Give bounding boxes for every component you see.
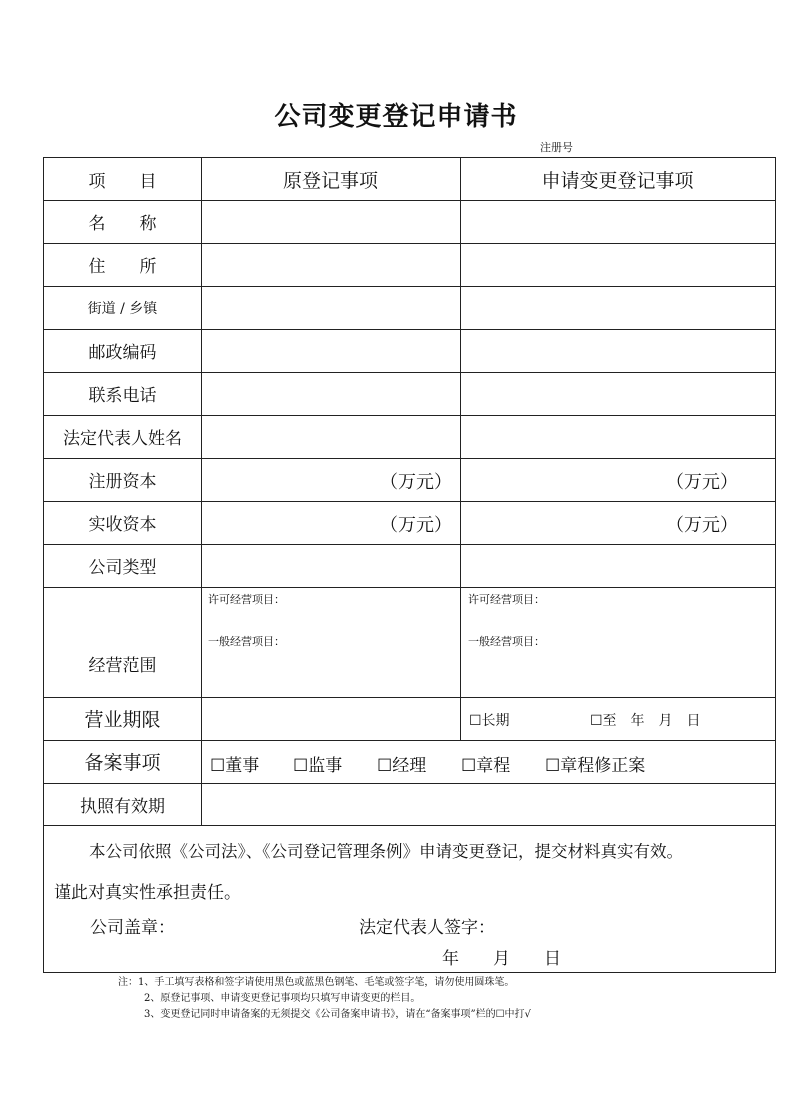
filing-option-articles-amendment[interactable]: ☐章程修正案 xyxy=(545,756,646,776)
header-original-items: 原登记事项 xyxy=(282,169,378,192)
row-label-paid-capital: 实收资本 xyxy=(88,515,157,535)
row-label-business-scope: 经营范围 xyxy=(88,655,157,676)
row-label-address: 住 所 xyxy=(88,257,157,277)
input-original-legal-rep[interactable] xyxy=(202,416,459,457)
registration-number-label: 注册号 xyxy=(540,141,573,154)
term-option-long-term[interactable]: ☐长期 xyxy=(469,713,510,729)
input-original-street[interactable] xyxy=(202,287,459,328)
unit-requested-registered-capital: （万元） xyxy=(666,472,738,493)
row-label-company-type: 公司类型 xyxy=(88,558,157,578)
note-1: 注：1、手工填写表格和签字请使用黑色或蓝黑色钢笔、毛笔或签字笔，请勿使用圆珠笔。 xyxy=(118,977,515,988)
term-option-until-date[interactable]: ☐至 年 月 日 xyxy=(590,713,701,729)
form-notes xyxy=(118,975,531,1023)
note-3: 3、变更登记同时申请备案的无须提交《公司备案申请书》，请在“备案事项”栏的☐中打√ xyxy=(144,1009,531,1020)
declaration-date: 年 月 日 xyxy=(442,949,561,969)
unit-original-registered-capital: （万元） xyxy=(380,472,452,493)
unit-original-paid-capital: （万元） xyxy=(380,515,452,536)
input-requested-phone[interactable] xyxy=(461,373,774,414)
row-label-business-term: 营业期限 xyxy=(84,709,161,731)
filing-option-supervisors[interactable]: ☐监事 xyxy=(293,756,343,776)
input-original-address[interactable] xyxy=(202,244,459,285)
input-requested-street[interactable] xyxy=(461,287,774,328)
declaration-text-line1: 本公司依照《公司法》、《公司登记管理条例》申请变更登记，提交材料真实有效。 xyxy=(89,842,683,861)
row-label-filing-items: 备案事项 xyxy=(84,752,161,774)
declaration-text-line2: 谨此对真实性承担责任。 xyxy=(54,883,241,903)
input-requested-address[interactable] xyxy=(461,244,774,285)
scope-original-general: 一般经营项目： xyxy=(208,635,285,648)
row-label-postcode: 邮政编码 xyxy=(88,343,157,363)
header-requested-items: 申请变更登记事项 xyxy=(541,169,694,192)
company-seal-label: 公司盖章： xyxy=(90,918,175,938)
scope-original-licensed: 许可经营项目： xyxy=(208,593,285,606)
form-title: 公司变更登记申请书 xyxy=(274,102,518,132)
input-original-phone[interactable] xyxy=(202,373,459,414)
input-license-validity[interactable] xyxy=(202,784,774,824)
row-label-phone: 联系电话 xyxy=(88,386,157,406)
row-label-registered-capital: 注册资本 xyxy=(88,472,157,492)
input-requested-legal-rep[interactable] xyxy=(461,416,774,457)
input-original-company-type[interactable] xyxy=(202,545,459,586)
application-form-table xyxy=(43,157,776,973)
input-original-business-term[interactable] xyxy=(202,698,459,739)
row-label-license-validity: 执照有效期 xyxy=(80,796,165,817)
row-label-name: 名 称 xyxy=(88,214,157,234)
input-requested-postcode[interactable] xyxy=(461,330,774,371)
filing-option-articles[interactable]: ☐章程 xyxy=(461,756,511,776)
note-2: 2、原登记事项、申请变更登记事项均只填写申请变更的栏目。 xyxy=(144,993,421,1004)
filing-option-manager[interactable]: ☐经理 xyxy=(377,756,427,776)
legal-rep-signature-label: 法定代表人签字： xyxy=(359,918,495,938)
scope-requested-general: 一般经营项目： xyxy=(468,635,545,648)
row-label-legal-rep: 法定代表人姓名 xyxy=(63,429,182,449)
filing-option-directors[interactable]: ☐董事 xyxy=(210,756,260,776)
input-requested-company-type[interactable] xyxy=(461,545,774,586)
input-original-name[interactable] xyxy=(202,201,459,242)
scope-requested-licensed: 许可经营项目： xyxy=(468,593,545,606)
header-item: 项 目 xyxy=(88,171,157,192)
unit-requested-paid-capital: （万元） xyxy=(666,515,738,536)
input-original-postcode[interactable] xyxy=(202,330,459,371)
input-requested-name[interactable] xyxy=(461,201,774,242)
row-label-street: 街道 / 乡镇 xyxy=(87,300,158,317)
